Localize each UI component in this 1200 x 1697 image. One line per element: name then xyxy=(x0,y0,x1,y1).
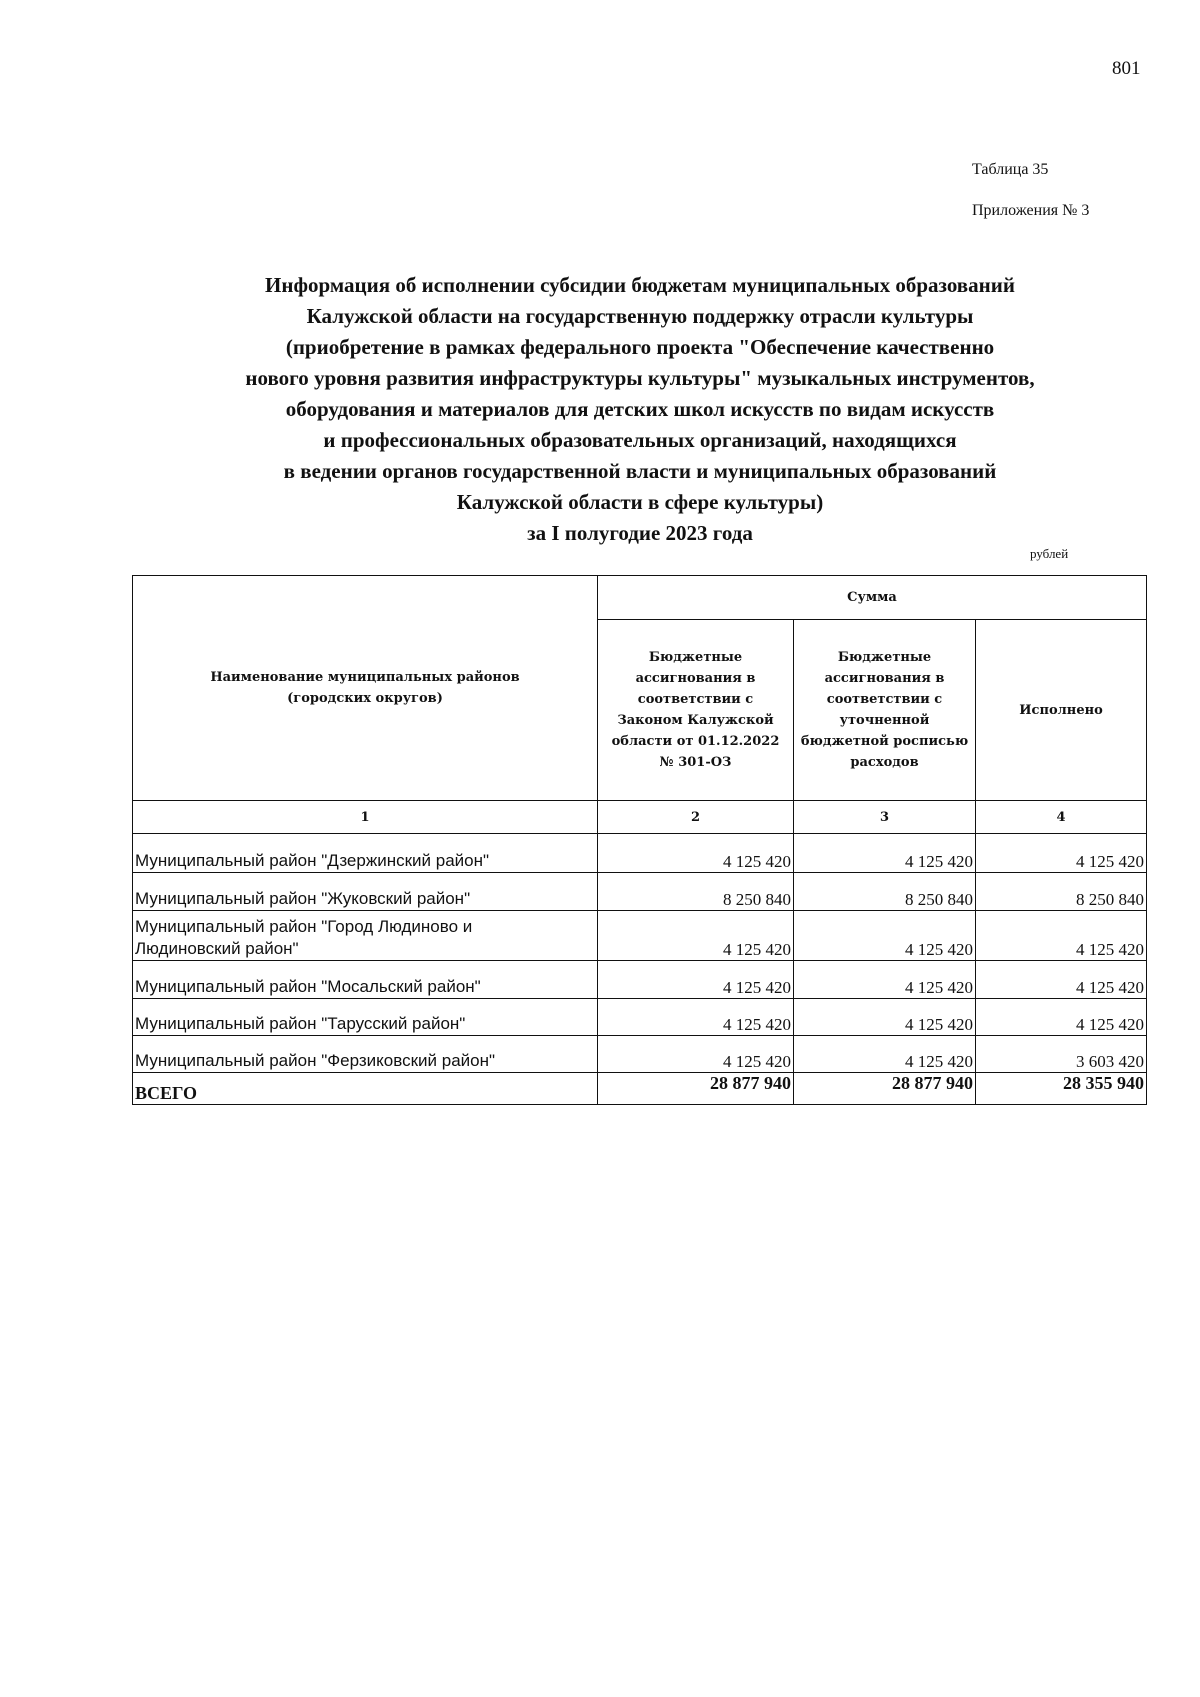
executed-value: 4 125 420 xyxy=(976,999,1147,1036)
header-district-line: Наименование муниципальных районов xyxy=(210,670,520,685)
title-line: за I полугодие 2023 года xyxy=(527,521,753,545)
budget-law-value: 4 125 420 xyxy=(598,834,794,873)
table-row xyxy=(133,961,1147,999)
column-number: 4 xyxy=(976,801,1147,834)
budget-law-value: 4 125 420 xyxy=(598,999,794,1036)
budget-refined-value: 8 250 840 xyxy=(794,873,976,911)
units-label: рублей xyxy=(1030,546,1069,561)
district-name: Муниципальный район "Дзержинский район" xyxy=(133,834,598,873)
budget-refined-value: 4 125 420 xyxy=(794,961,976,999)
column-number: 2 xyxy=(598,801,794,834)
title-line: и профессиональных образовательных организаций, находящихся xyxy=(323,428,957,452)
title-line: в ведении органов государственной власти и муниципальных образований xyxy=(283,459,997,483)
total-executed: 28 355 940 xyxy=(976,1073,1147,1105)
header-line: соответствии с xyxy=(637,692,754,707)
title-line: (приобретение в рамках федерального проекта "Обеспечение качественно xyxy=(285,335,995,359)
executed-value: 4 125 420 xyxy=(976,834,1147,873)
header-district-name xyxy=(133,576,598,801)
subsidy-table xyxy=(132,575,1147,1105)
title-line: Информация об исполнении субсидии бюджетам муниципальных образований xyxy=(265,273,1015,297)
title-line: Калужской области в сфере культуры) xyxy=(456,490,824,514)
budget-law-value: 4 125 420 xyxy=(598,1036,794,1073)
header-line: Бюджетные xyxy=(648,650,743,665)
column-number: 1 xyxy=(133,801,598,834)
table-row xyxy=(133,1036,1147,1073)
budget-law-value: 4 125 420 xyxy=(598,961,794,999)
document-title xyxy=(150,270,1130,549)
table-number: Таблица 35 xyxy=(972,161,1049,178)
total-row xyxy=(133,1073,1147,1105)
district-name: Муниципальный район "Жуковский район" xyxy=(133,873,598,911)
budget-refined-value: 4 125 420 xyxy=(794,911,976,961)
district-name: Муниципальный район "Ферзиковский район" xyxy=(133,1036,598,1073)
budget-law-value: 4 125 420 xyxy=(598,911,794,961)
budget-refined-value: 4 125 420 xyxy=(794,999,976,1036)
title-line: нового уровня развития инфраструктуры культуры" музыкальных инструментов, xyxy=(245,366,1035,390)
table-row xyxy=(133,834,1147,873)
executed-value: 4 125 420 xyxy=(976,961,1147,999)
header-line: ассигнования в xyxy=(824,671,945,686)
executed-value: 4 125 420 xyxy=(976,911,1147,961)
header-line: соответствии с xyxy=(826,692,943,707)
header-line: области от 01.12.2022 xyxy=(611,734,780,749)
header-line: расходов xyxy=(850,755,919,770)
header-line: № 301-ОЗ xyxy=(659,755,732,770)
header-line: уточненной xyxy=(839,713,930,728)
header-line: Бюджетные xyxy=(837,650,932,665)
district-name-line: Муниципальный район "Город Людиново и xyxy=(135,917,473,936)
table-row xyxy=(133,999,1147,1036)
total-budget-law: 28 877 940 xyxy=(598,1073,794,1105)
budget-law-value: 8 250 840 xyxy=(598,873,794,911)
executed-value: 8 250 840 xyxy=(976,873,1147,911)
total-budget-refined: 28 877 940 xyxy=(794,1073,976,1105)
column-number: 3 xyxy=(794,801,976,834)
district-name: Муниципальный район "Тарусский район" xyxy=(133,999,598,1036)
title-line: оборудования и материалов для детских школ искусств по видам искусств xyxy=(285,397,995,421)
executed-value: 3 603 420 xyxy=(976,1036,1147,1073)
header-line: бюджетной росписью xyxy=(800,734,969,749)
header-district-line: (городских округов) xyxy=(287,691,443,706)
page-number: 801 xyxy=(1112,58,1141,79)
appendix-number: Приложения № 3 xyxy=(972,202,1090,219)
budget-refined-value: 4 125 420 xyxy=(794,1036,976,1073)
header-budget-refined xyxy=(794,620,976,801)
header-budget-law xyxy=(598,620,794,801)
total-label: ВСЕГО xyxy=(133,1073,598,1105)
header-line: Законом Калужской xyxy=(617,713,774,728)
header-line: ассигнования в xyxy=(635,671,756,686)
district-name: Муниципальный район "Мосальский район" xyxy=(133,961,598,999)
title-line: Калужской области на государственную поддержку отрасли культуры xyxy=(306,304,974,328)
table-row xyxy=(133,873,1147,911)
district-name xyxy=(133,911,598,961)
budget-refined-value: 4 125 420 xyxy=(794,834,976,873)
table-row xyxy=(133,911,1147,961)
header-sum: Сумма xyxy=(598,576,1147,620)
header-executed: Исполнено xyxy=(976,620,1147,801)
district-name-line: Людиновский район" xyxy=(135,939,299,958)
